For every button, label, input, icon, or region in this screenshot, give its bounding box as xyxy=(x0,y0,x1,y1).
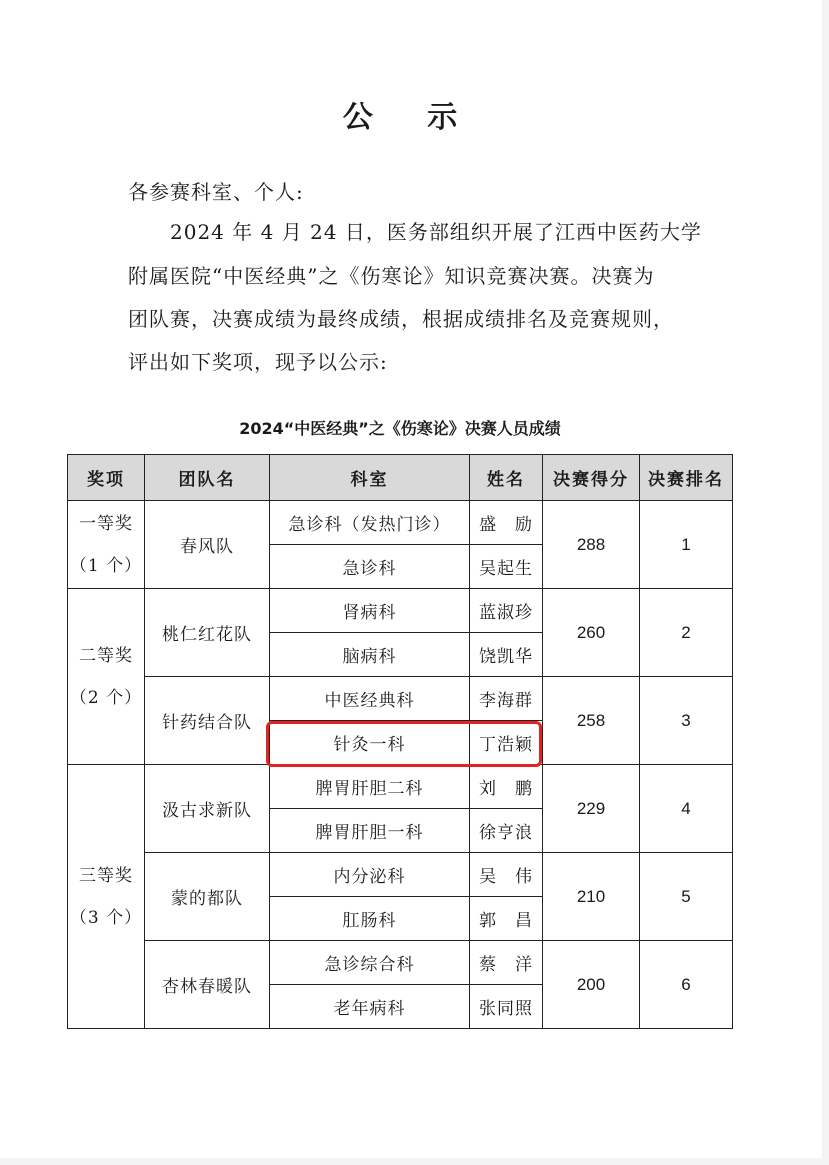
rank-cell: 6 xyxy=(640,941,733,1029)
dept-cell: 内分泌科 xyxy=(270,853,470,897)
member-name: 吴起生 xyxy=(470,545,543,589)
dept-cell: 肾病科 xyxy=(270,589,470,633)
table-row xyxy=(68,501,733,545)
table-row xyxy=(68,765,733,809)
body-line: 2024 年 4 月 24 日，医务部组织开展了江西中医药大学 xyxy=(170,220,702,244)
dept-cell: 急诊综合科 xyxy=(270,941,470,985)
member-name: 蔡 洋 xyxy=(470,941,543,985)
dept-cell: 急诊科（发热门诊） xyxy=(270,501,470,545)
rank-cell: 4 xyxy=(640,765,733,853)
member-name: 徐亨浪 xyxy=(470,809,543,853)
header-award: 奖项 xyxy=(68,455,145,501)
salutation: 各参赛科室、个人: xyxy=(128,180,304,204)
award-count: （3 个） xyxy=(69,907,143,928)
award-cell xyxy=(68,501,145,589)
rank-cell: 3 xyxy=(640,677,733,765)
score-cell: 229 xyxy=(543,765,640,853)
highlight-box xyxy=(266,721,542,767)
team-name: 针药结合队 xyxy=(145,677,270,765)
member-name: 蓝淑珍 xyxy=(470,589,543,633)
rank-cell: 1 xyxy=(640,501,733,589)
table-row xyxy=(68,677,733,721)
team-name: 蒙的都队 xyxy=(145,853,270,941)
dept-cell: 中医经典科 xyxy=(270,677,470,721)
team-name: 春风队 xyxy=(145,501,270,589)
page-title: 公 示 xyxy=(342,100,480,135)
member-name: 刘 鹏 xyxy=(470,765,543,809)
member-name: 郭 昌 xyxy=(470,897,543,941)
rank-cell: 2 xyxy=(640,589,733,677)
dept-cell: 脾胃肝胆一科 xyxy=(270,809,470,853)
header-team: 团队名 xyxy=(145,455,270,501)
header-name: 姓名 xyxy=(470,455,543,501)
body-line: 评出如下奖项，现予以公示: xyxy=(128,350,388,374)
rank-cell: 5 xyxy=(640,853,733,941)
score-cell: 210 xyxy=(543,853,640,941)
header-rank: 决赛排名 xyxy=(640,455,733,501)
team-name: 桃仁红花队 xyxy=(145,589,270,677)
dept-cell: 急诊科 xyxy=(270,545,470,589)
body-line: 团队赛，决赛成绩为最终成绩，根据成绩排名及竞赛规则， xyxy=(128,307,674,331)
award-cell xyxy=(68,765,145,1029)
award-name: 二等奖 xyxy=(79,645,133,666)
award-count: （2 个） xyxy=(69,687,143,708)
member-name: 丁浩颖 xyxy=(470,721,543,765)
table-title: 2024“中医经典”之《伤寒论》决赛人员成绩 xyxy=(239,419,561,438)
dept-cell: 脑病科 xyxy=(270,633,470,677)
table-header-row xyxy=(68,455,733,501)
dept-cell: 针灸一科 xyxy=(270,721,470,765)
header-dept: 科室 xyxy=(270,455,470,501)
score-cell: 288 xyxy=(543,501,640,589)
dept-cell: 肛肠科 xyxy=(270,897,470,941)
body-line: 附属医院“中医经典”之《伤寒论》知识竞赛决赛。决赛为 xyxy=(128,264,655,288)
member-name: 饶凯华 xyxy=(470,633,543,677)
award-name: 三等奖 xyxy=(79,865,133,886)
score-cell: 260 xyxy=(543,589,640,677)
table-row xyxy=(68,853,733,897)
award-cell xyxy=(68,589,145,765)
award-count: （1 个） xyxy=(69,555,143,576)
team-name: 杏林春暖队 xyxy=(145,941,270,1029)
dept-cell: 老年病科 xyxy=(270,985,470,1029)
member-name: 张同照 xyxy=(470,985,543,1029)
table-row xyxy=(68,941,733,985)
header-score: 决赛得分 xyxy=(543,455,640,501)
member-name: 盛 励 xyxy=(470,501,543,545)
table-row xyxy=(68,589,733,633)
score-cell: 258 xyxy=(543,677,640,765)
award-name: 一等奖 xyxy=(79,513,133,534)
team-name: 汲古求新队 xyxy=(145,765,270,853)
dept-cell: 脾胃肝胆二科 xyxy=(270,765,470,809)
score-cell: 200 xyxy=(543,941,640,1029)
member-name: 李海群 xyxy=(470,677,543,721)
member-name: 吴 伟 xyxy=(470,853,543,897)
